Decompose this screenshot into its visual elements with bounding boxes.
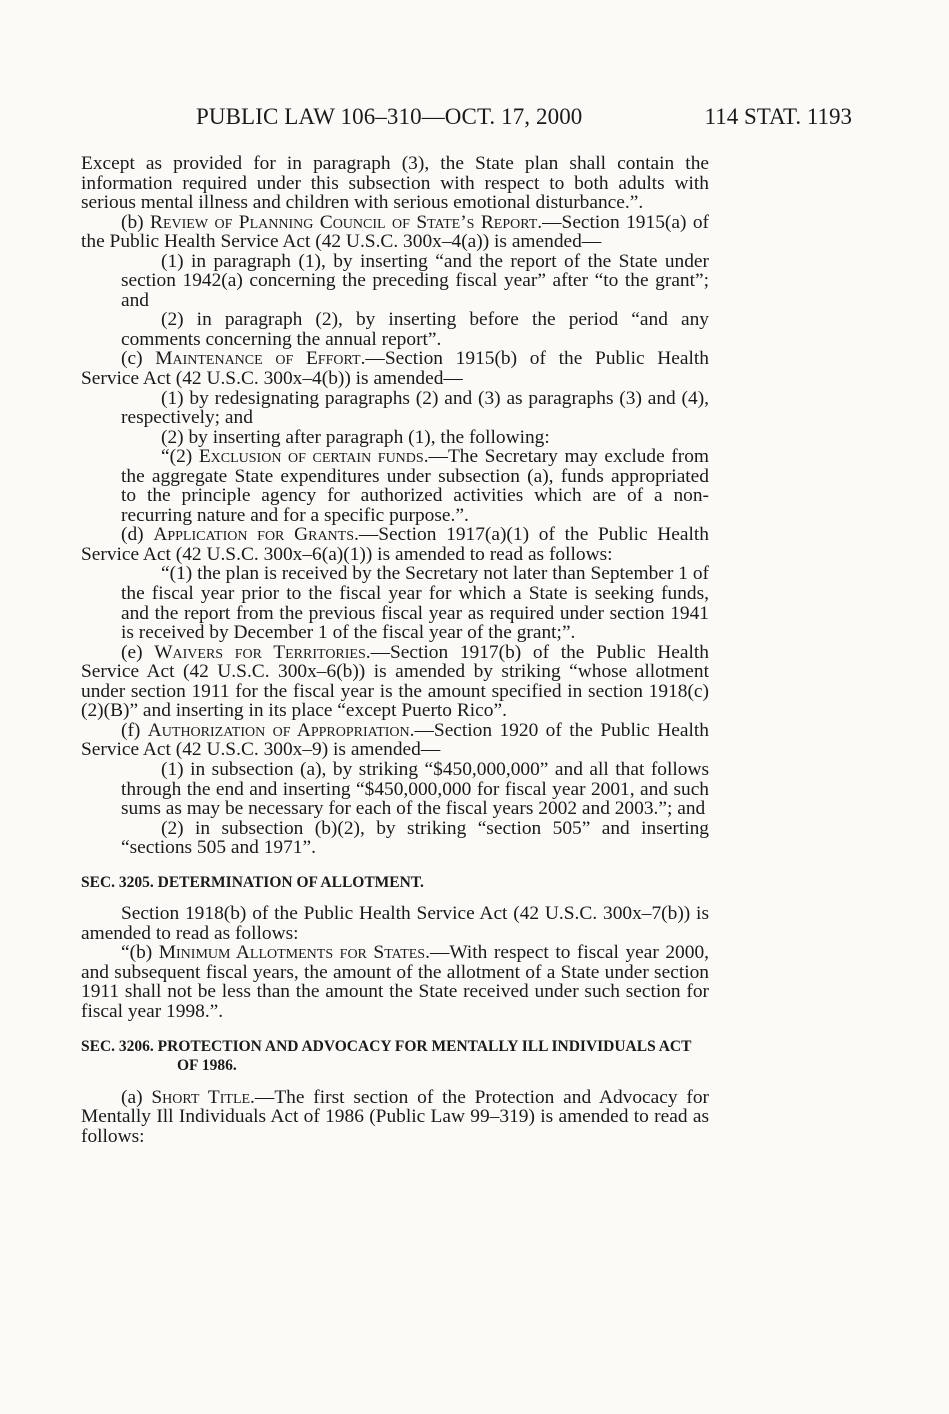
subsection-c-para-2: (2) by inserting after paragraph (1), the following:	[161, 426, 550, 448]
subsection-b-text: —Section 1915(a) of the Public Health Service Act (42 U.S.C. 300x–4(a)) is amended—	[81, 211, 709, 253]
subsection-b-para-2: (2) in paragraph (2), by inserting before the period “and any comments concerning the annual report”.	[121, 309, 709, 350]
section-3205-quoted	[81, 943, 709, 1021]
subsection-c	[81, 349, 709, 388]
subsection-d-text: —Section 1917(a)(1) of the Public Health Service Act (42 U.S.C. 300x–6(a)(1)) is amended to read as follows:	[81, 524, 709, 565]
subsection-c-quoted-para	[81, 447, 709, 525]
subsection-d-label: (d)	[121, 524, 154, 546]
subsection-f-label: (f)	[121, 719, 148, 741]
section-3206-a-text: —The first section of the Protection and Advocacy for Mentally Ill Individuals Act of 1986 (Public Law 99–319) is amended to read as follows:	[81, 1086, 709, 1147]
section-3206-subsection-a	[81, 1088, 709, 1147]
subsection-c-para-1: (1) by redesignating paragraphs (2) and (3) as paragraphs (3) and (4), respectively; and	[121, 387, 709, 429]
subsection-e-label: (e)	[121, 641, 155, 663]
subsection-f-heading: Authorization of Appropriation.	[147, 719, 415, 741]
section-3205-quoted-label: “(b)	[121, 942, 159, 964]
header-stat-page: 114 STAT. 1193	[704, 104, 852, 129]
subsection-d-quoted-para: “(1) the plan is received by the Secretary not later than September 1 of the fiscal year prior to the fiscal year for which a State is seeking funds, and the report from the previous fiscal year as required under section 1941 is received by December 1 of the fiscal year of the grant;”.	[121, 563, 709, 644]
quoted-para-text: —The Secretary may exclude from the aggregate State expenditures under subsection (a), funds appropriated to the principle agency for authorized activities which are of a non-recurring nature and for a specific purpose.”.	[121, 446, 709, 526]
section-3205-quoted-text: —With respect to fiscal year 2000, and subsequent fiscal years, the amount of the allotment of a State under section 1911 shall not be less than the amount the State received under such section for fiscal year 1998.”.	[81, 942, 709, 1022]
section-3205-heading: SEC. 3205. DETERMINATION OF ALLOTMENT.	[81, 873, 424, 891]
subsection-d	[81, 525, 709, 564]
running-header	[196, 104, 852, 134]
subsection-b-label: (b)	[121, 211, 151, 233]
subsection-f-para-1: (1) in subsection (a), by striking “$450,000,000” and all that follows through the end and inserting “$450,000,000 for fiscal year 2001, and such sums as may be necessary for each of the fiscal years 2002 and 2003.”; and	[121, 758, 709, 820]
subsection-c-heading: Maintenance of Effort.	[155, 348, 366, 370]
subsection-b-para-1: (1) in paragraph (1), by inserting “and the report of the State under section 1942(a) concerning the preceding fiscal year” after “to the grant”; and	[121, 250, 709, 311]
subsection-f-text: —Section 1920 of the Public Health Service Act (42 U.S.C. 300x–9) is amended—	[81, 719, 709, 761]
subsection-e-heading: Waivers for Territories.	[154, 641, 371, 663]
section-3206-a-heading: Short Title.	[151, 1086, 255, 1108]
subsection-e	[81, 643, 709, 721]
subsection-d-heading: Application for Grants.	[153, 524, 359, 546]
subsection-b-heading: Review of Planning Council of State’s Report.	[150, 211, 543, 233]
quoted-para-heading: Exclusion of certain funds.	[198, 446, 429, 468]
document-body	[81, 154, 709, 1146]
subsection-b	[81, 213, 709, 252]
section-3206-a-label: (a)	[121, 1086, 152, 1108]
section-3205-intro: Section 1918(b) of the Public Health Service Act (42 U.S.C. 300x–7(b)) is amended to read as follows:	[81, 903, 709, 944]
subsection-c-label: (c)	[121, 348, 156, 370]
subsection-e-text: —Section 1917(b) of the Public Health Service Act (42 U.S.C. 300x–6(b)) is amended by striking “whose allotment under section 1911 for the fiscal year is the amount specified in section 1918(c)(2)(B)” and inserting in its place “except Puerto Rico”.	[81, 641, 709, 722]
paragraph-continuation: Except as provided for in paragraph (3), the State plan shall contain the information required under this subsection with respect to both adults with serious mental illness and children with serious emotional disturbance.”.	[81, 153, 709, 214]
subsection-f	[81, 721, 709, 760]
subsection-c-text: —Section 1915(b) of the Public Health Service Act (42 U.S.C. 300x–4(b)) is amended—	[81, 348, 709, 390]
section-3206-heading: SEC. 3206. PROTECTION AND ADVOCACY FOR MENTALLY ILL INDIVIDUALS ACT OF 1986.	[81, 1037, 692, 1075]
header-title: PUBLIC LAW 106–310—OCT. 17, 2000	[196, 104, 583, 129]
section-3205-quoted-heading: Minimum Allotments for States.	[158, 942, 430, 964]
quoted-para-label: “(2)	[161, 446, 199, 468]
subsection-f-para-2: (2) in subsection (b)(2), by striking “section 505” and inserting “sections 505 and 1971”.	[121, 817, 709, 859]
